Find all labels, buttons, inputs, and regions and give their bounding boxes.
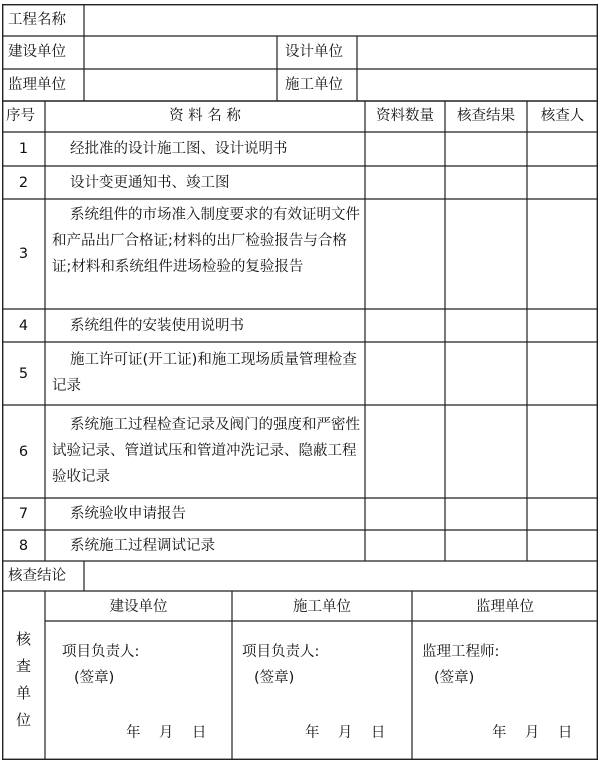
- project-name-label: 工程名称: [8, 12, 66, 28]
- row-1-index: 1: [18, 141, 29, 157]
- row-5-index: 5: [18, 366, 29, 382]
- row-4-name: 系统组件的安装使用说明书: [70, 318, 244, 334]
- row-8-name: 系统施工过程调试记录: [70, 538, 215, 554]
- supervision-unit-person: 监理工程师:: [422, 644, 500, 660]
- inspection-unit-side-label: 核查单位: [15, 630, 31, 729]
- row-6-index: 6: [18, 444, 29, 460]
- column-header-result: 核查结果: [457, 108, 515, 124]
- column-header-checker: 核查人: [540, 108, 585, 124]
- column-header-name: 资 料 名 称: [169, 108, 241, 124]
- design-unit-label: 设计单位: [285, 44, 343, 60]
- supervision-unit-seal: (签章): [434, 670, 475, 686]
- builder-unit-label: 施工单位: [285, 77, 343, 93]
- builder-unit-person: 项目负责人:: [242, 644, 320, 660]
- supervision-unit-label: 监理单位: [8, 77, 66, 93]
- row-6-name: 系统施工过程检查记录及阀门的强度和严密性试验记录、管道试压和管道冲洗记录、隐蔽工程验收记录: [52, 417, 360, 485]
- builder-unit-seal: (签章): [254, 670, 295, 686]
- row-3-name: 系统组件的市场准入制度要求的有效证明文件和产品出厂合格证;材料的出厂检验报告与合格证;材料和系统组件进场检验的复验报告: [52, 207, 360, 275]
- column-header-index: 序号: [6, 108, 35, 124]
- row-4-index: 4: [18, 318, 29, 334]
- construction-unit-person: 项目负责人:: [62, 644, 140, 660]
- construction-unit-label: 建设单位: [8, 44, 66, 60]
- row-8-index: 8: [18, 538, 29, 554]
- row-5-name: 施工许可证(开工证)和施工现场质量管理检查记录: [52, 352, 357, 394]
- builder-unit-date: 年 月 日: [305, 725, 386, 741]
- row-2-index: 2: [18, 175, 29, 191]
- row-7-name: 系统验收申请报告: [70, 506, 186, 522]
- conclusion-label: 核查结论: [8, 568, 66, 584]
- row-2-name: 设计变更通知书、竣工图: [70, 175, 230, 191]
- construction-unit-date: 年 月 日: [126, 725, 207, 741]
- row-3-index: 3: [18, 246, 29, 262]
- inspection-record-form: [2, 4, 598, 760]
- row-1-name: 经批准的设计施工图、设计说明书: [70, 141, 288, 157]
- supervision-unit-title: 监理单位: [476, 599, 534, 615]
- column-header-quantity: 资料数量: [376, 108, 434, 124]
- builder-unit-title: 施工单位: [293, 599, 351, 615]
- row-7-index: 7: [18, 506, 29, 522]
- construction-unit-seal: (签章): [74, 670, 115, 686]
- construction-unit-title: 建设单位: [109, 599, 168, 615]
- supervision-unit-date: 年 月 日: [492, 725, 573, 741]
